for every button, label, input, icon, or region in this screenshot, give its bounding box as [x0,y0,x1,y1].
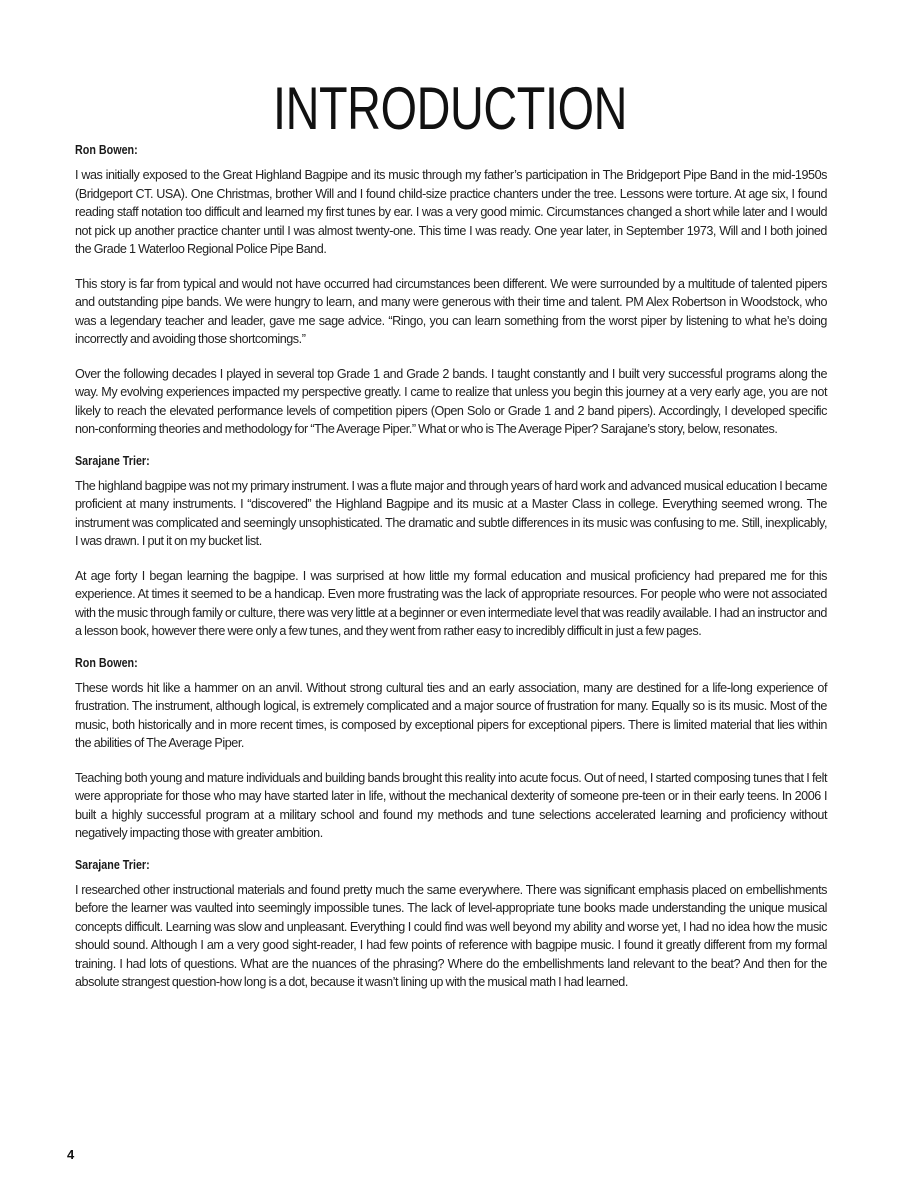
speaker-heading: Ron Bowen: [75,143,138,157]
paragraph: These words hit like a hammer on an anvil. Without strong cultural ties and an early association, many are destined for a life-long experience of frustration. The instrument, although logical, is extremely complicated and a major source of frustration for many. Equally so is its music. Most of the music, both historically and in more recent times, is composed by exceptional pipers for exceptional pipers. There is limited material that lies within the abilities of The Average Piper. [75,680,827,750]
paragraph: Teaching both young and mature individuals and building bands brought this reality into acute focus. Out of need, I started composing tunes that I felt were appropriate for those who may have started later in life, without the mechanical dexterity of someone pre-teen or in their early teens. In 2006 I built a highly successful program at a military school and found my methods and tune selections accelerated learning and proficiency without negatively impacting those with greater ambition. [75,770,827,840]
section-sarajane-trier-1 [75,453,827,641]
section-sarajane-trier-2 [75,857,827,992]
paragraph: Over the following decades I played in several top Grade 1 and Grade 2 bands. I taught constantly and I built very successful programs along the way. My evolving experiences impacted my perspective greatly. I came to realize that unless you begin this journey at a very early age, you are not likely to reach the elevated performance levels of competition pipers (Open Solo or Grade 1 and 2 band pipers). Accordingly, I developed specific non-conforming theories and methodology for “The Average Piper.” What or who is The Average Piper? Sarajane’s story, below, resonates. [75,366,827,436]
speaker-heading: Ron Bowen: [75,655,138,670]
page-number: 4 [67,1147,75,1162]
paragraph: At age forty I began learning the bagpipe. I was surprised at how little my formal education and musical proficiency had prepared me for this experience. At times it seemed to be a handicap. Even more frustrating was the lack of appropriate resources. For people who were not associated with the music through family or culture, there was very little at a beginner or even intermediate level that was readily available. I had an instructor and a lesson book, however there were only a few tunes, and they went from rather easy to incredibly difficult in just a few pages. [75,568,827,638]
introduction-body [75,142,827,1006]
section-ron-bowen-1 [75,142,827,439]
section-ron-bowen-2 [75,655,827,843]
paragraph: I was initially exposed to the Great Highland Bagpipe and its music through my father’s participation in The Bridgeport Pipe Band in the mid-1950s (Bridgeport CT. USA). One Christmas, brother Will and I found child-size practice chanters under the tree. Lessons were torture. At age six, I found reading staff notation too difficult and learned my first tunes by ear. I was a very good mimic. Circumstances changed a short while later and I would not pick up another practice chanter until I was almost twenty-one. This time I was ready. One year later, in September 1973, Will and I both joined the Grade 1 Waterloo Regional Police Pipe Band. [75,168,827,256]
paragraph: The highland bagpipe was not my primary instrument. I was a flute major and through years of hard work and advanced musical education I became proficient at many instruments. I “discovered” the Highland Bagpipe and its music at a Master Class in college. Everything seemed wrong. The instrument was complicated and seemingly unsophisticated. The dramatic and subtle differences in its music was confusing to me. Still, inexplicably, I was drawn. I put it on my bucket list. [75,478,827,548]
page-title: INTRODUCTION [272,75,628,143]
speaker-heading: Sarajane Trier: [75,857,150,872]
paragraph: This story is far from typical and would not have occurred had circumstances been different. We were surrounded by a multitude of talented pipers and outstanding pipe bands. We were hungry to learn, and many were generous with their time and talent. PM Alex Robertson in Woodstock, who was a legendary teacher and leader, gave me sage advice. “Ringo, you can learn something from the worst piper by listening to what he’s doing incorrectly and avoiding those shortcomings.” [75,276,827,346]
paragraph: I researched other instructional materials and found pretty much the same everywhere. There was significant emphasis placed on embellishments before the learner was vaulted into seemingly impossible tunes. The lack of level-appropriate tune books made understanding the unique musical concepts difficult. Learning was slow and unpleasant. Everything I could find was well beyond my ability and worse yet, I had no idea how the music should sound. Although I am a very good sight-reader, I had few points of reference with bagpipe music. I found it greatly different from my formal training. I had lots of questions. What are the nuances of the phrasing? Where do the embellishments land relevant to the beat? And then for the absolute strangest question-how long is a dot, because it wasn’t lining up with the musical math I had learned. [75,882,827,989]
speaker-heading: Sarajane Trier: [75,453,150,468]
